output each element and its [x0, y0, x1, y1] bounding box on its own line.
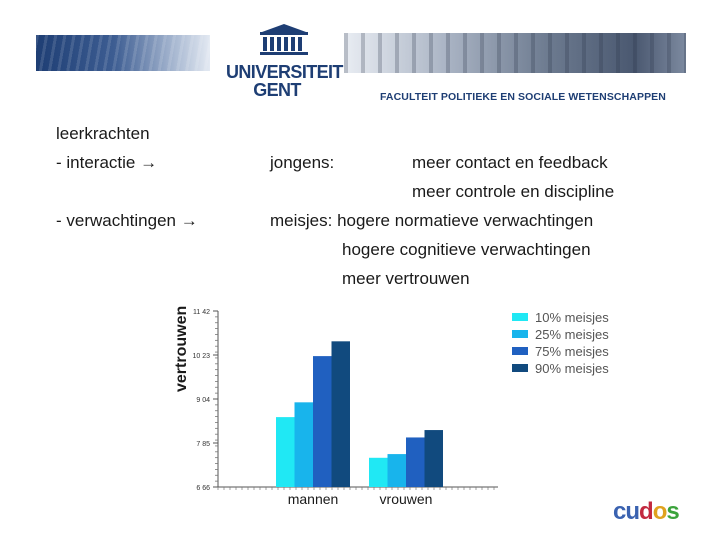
jongens-line-2: meer controle en discipline [412, 182, 615, 201]
faculty-name: FACULTEIT POLITIEKE EN SOCIALE WETENSCHAPPEN [380, 91, 666, 103]
y-tick-label: 9 04 [196, 397, 210, 404]
cudos-logo [613, 498, 679, 526]
cudos-letter: o [652, 498, 667, 525]
legend-swatch [512, 330, 528, 338]
topic-label: leerkrachten [56, 124, 150, 143]
bar [406, 437, 425, 487]
meisjes-line-3: meer vertrouwen [342, 269, 470, 288]
cudos-letter: s [666, 498, 679, 525]
interactie-label: - interactie → [56, 153, 158, 172]
x-tick-label: vrouwen [379, 491, 433, 507]
legend-swatch [512, 347, 528, 355]
meisjes-line-1: meisjes: hogere normatieve verwachtingen [270, 211, 594, 230]
university-name-line2: GENT [253, 80, 301, 100]
bar [369, 458, 388, 487]
y-tick-label: 6 66 [196, 485, 210, 492]
jongens-label: jongens: [270, 153, 335, 172]
bar [388, 454, 407, 487]
legend-label: 10% meisjes [535, 310, 609, 325]
legend-label: 75% meisjes [535, 344, 609, 359]
y-tick-label: 10 23 [192, 353, 210, 360]
jongens-line-1: meer contact en feedback [412, 153, 608, 172]
legend-swatch [512, 364, 528, 372]
meisjes-line-2: hogere cognitieve verwachtingen [342, 240, 591, 259]
y-axis-label: vertrouwen [173, 305, 190, 392]
verwachtingen-label: - verwachtingen → [56, 211, 198, 230]
legend-label: 90% meisjes [535, 361, 609, 376]
legend-swatch [512, 313, 528, 321]
bar [276, 417, 295, 487]
cudos-letter: d [639, 498, 653, 525]
y-tick-label: 7 85 [196, 441, 210, 448]
bar [313, 356, 332, 487]
cudos-letter: u [625, 498, 640, 525]
cudos-letter: c [613, 498, 626, 525]
y-tick-label: 11 42 [193, 309, 210, 316]
university-name-line1: UNIVERSITEIT [226, 62, 343, 82]
bar [332, 341, 351, 487]
legend-label: 25% meisjes [535, 327, 609, 342]
bar [425, 430, 444, 487]
x-tick-label: mannen [287, 491, 339, 507]
bar [295, 402, 314, 487]
